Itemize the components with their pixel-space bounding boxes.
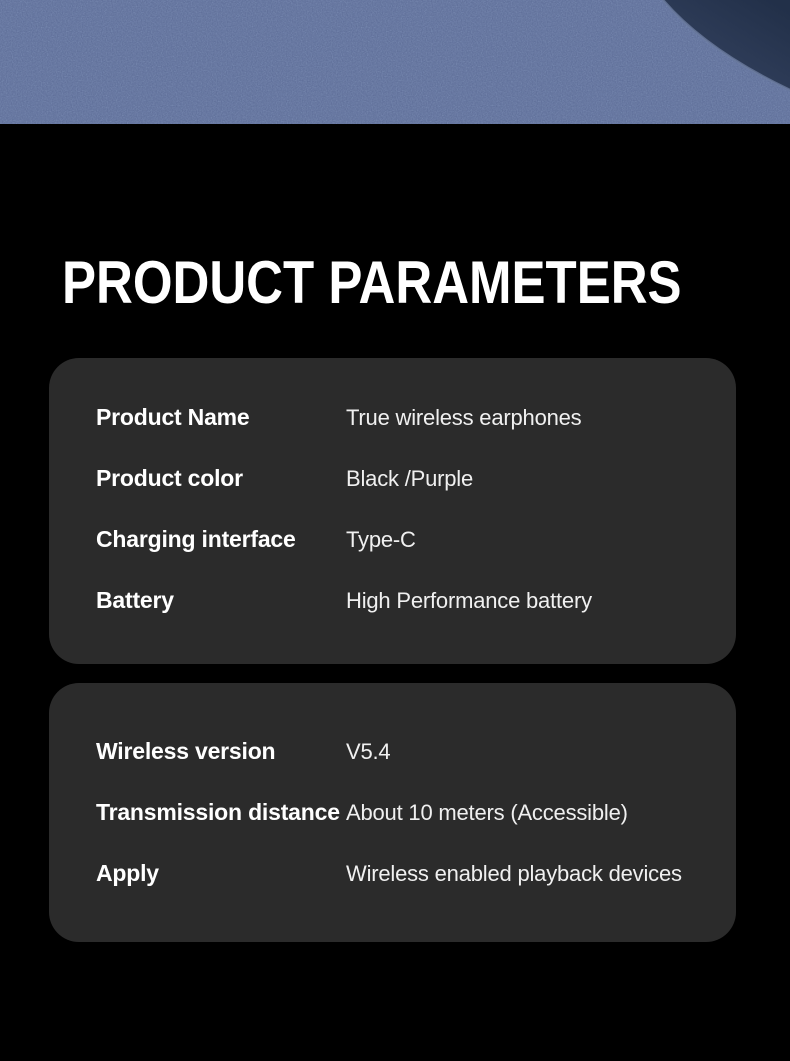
spec-row-product-name — [96, 387, 726, 448]
spec-value: Black /Purple — [346, 465, 474, 491]
page-title: PRODUCT PARAMETERS — [62, 249, 682, 316]
spec-value: High Performance battery — [346, 587, 592, 613]
spec-value: About 10 meters (Accessible) — [346, 799, 628, 825]
spec-row-product-color — [96, 448, 726, 509]
spec-value: Wireless enabled playback devices — [346, 860, 682, 886]
spec-label: Battery — [96, 587, 174, 613]
spec-label: Wireless version — [96, 738, 276, 764]
spec-card-wireless — [49, 683, 736, 942]
spec-label: Product Name — [96, 404, 250, 430]
hero-product-photo — [0, 0, 790, 124]
spec-label: Charging interface — [96, 526, 296, 552]
spec-value: Type-C — [346, 526, 416, 552]
spec-label: Product color — [96, 465, 243, 491]
spec-value: V5.4 — [346, 738, 391, 764]
spec-value: True wireless earphones — [346, 404, 582, 430]
spec-row-transmission-distance — [96, 782, 726, 843]
spec-row-apply — [96, 843, 726, 904]
spec-card-general — [49, 358, 736, 664]
spec-label: Apply — [96, 860, 159, 886]
spec-label: Transmission distance — [96, 799, 340, 825]
spec-row-battery — [96, 570, 726, 631]
earphone-case-surface-image — [0, 0, 790, 124]
spec-row-charging-interface — [96, 509, 726, 570]
spec-row-wireless-version — [96, 721, 726, 782]
